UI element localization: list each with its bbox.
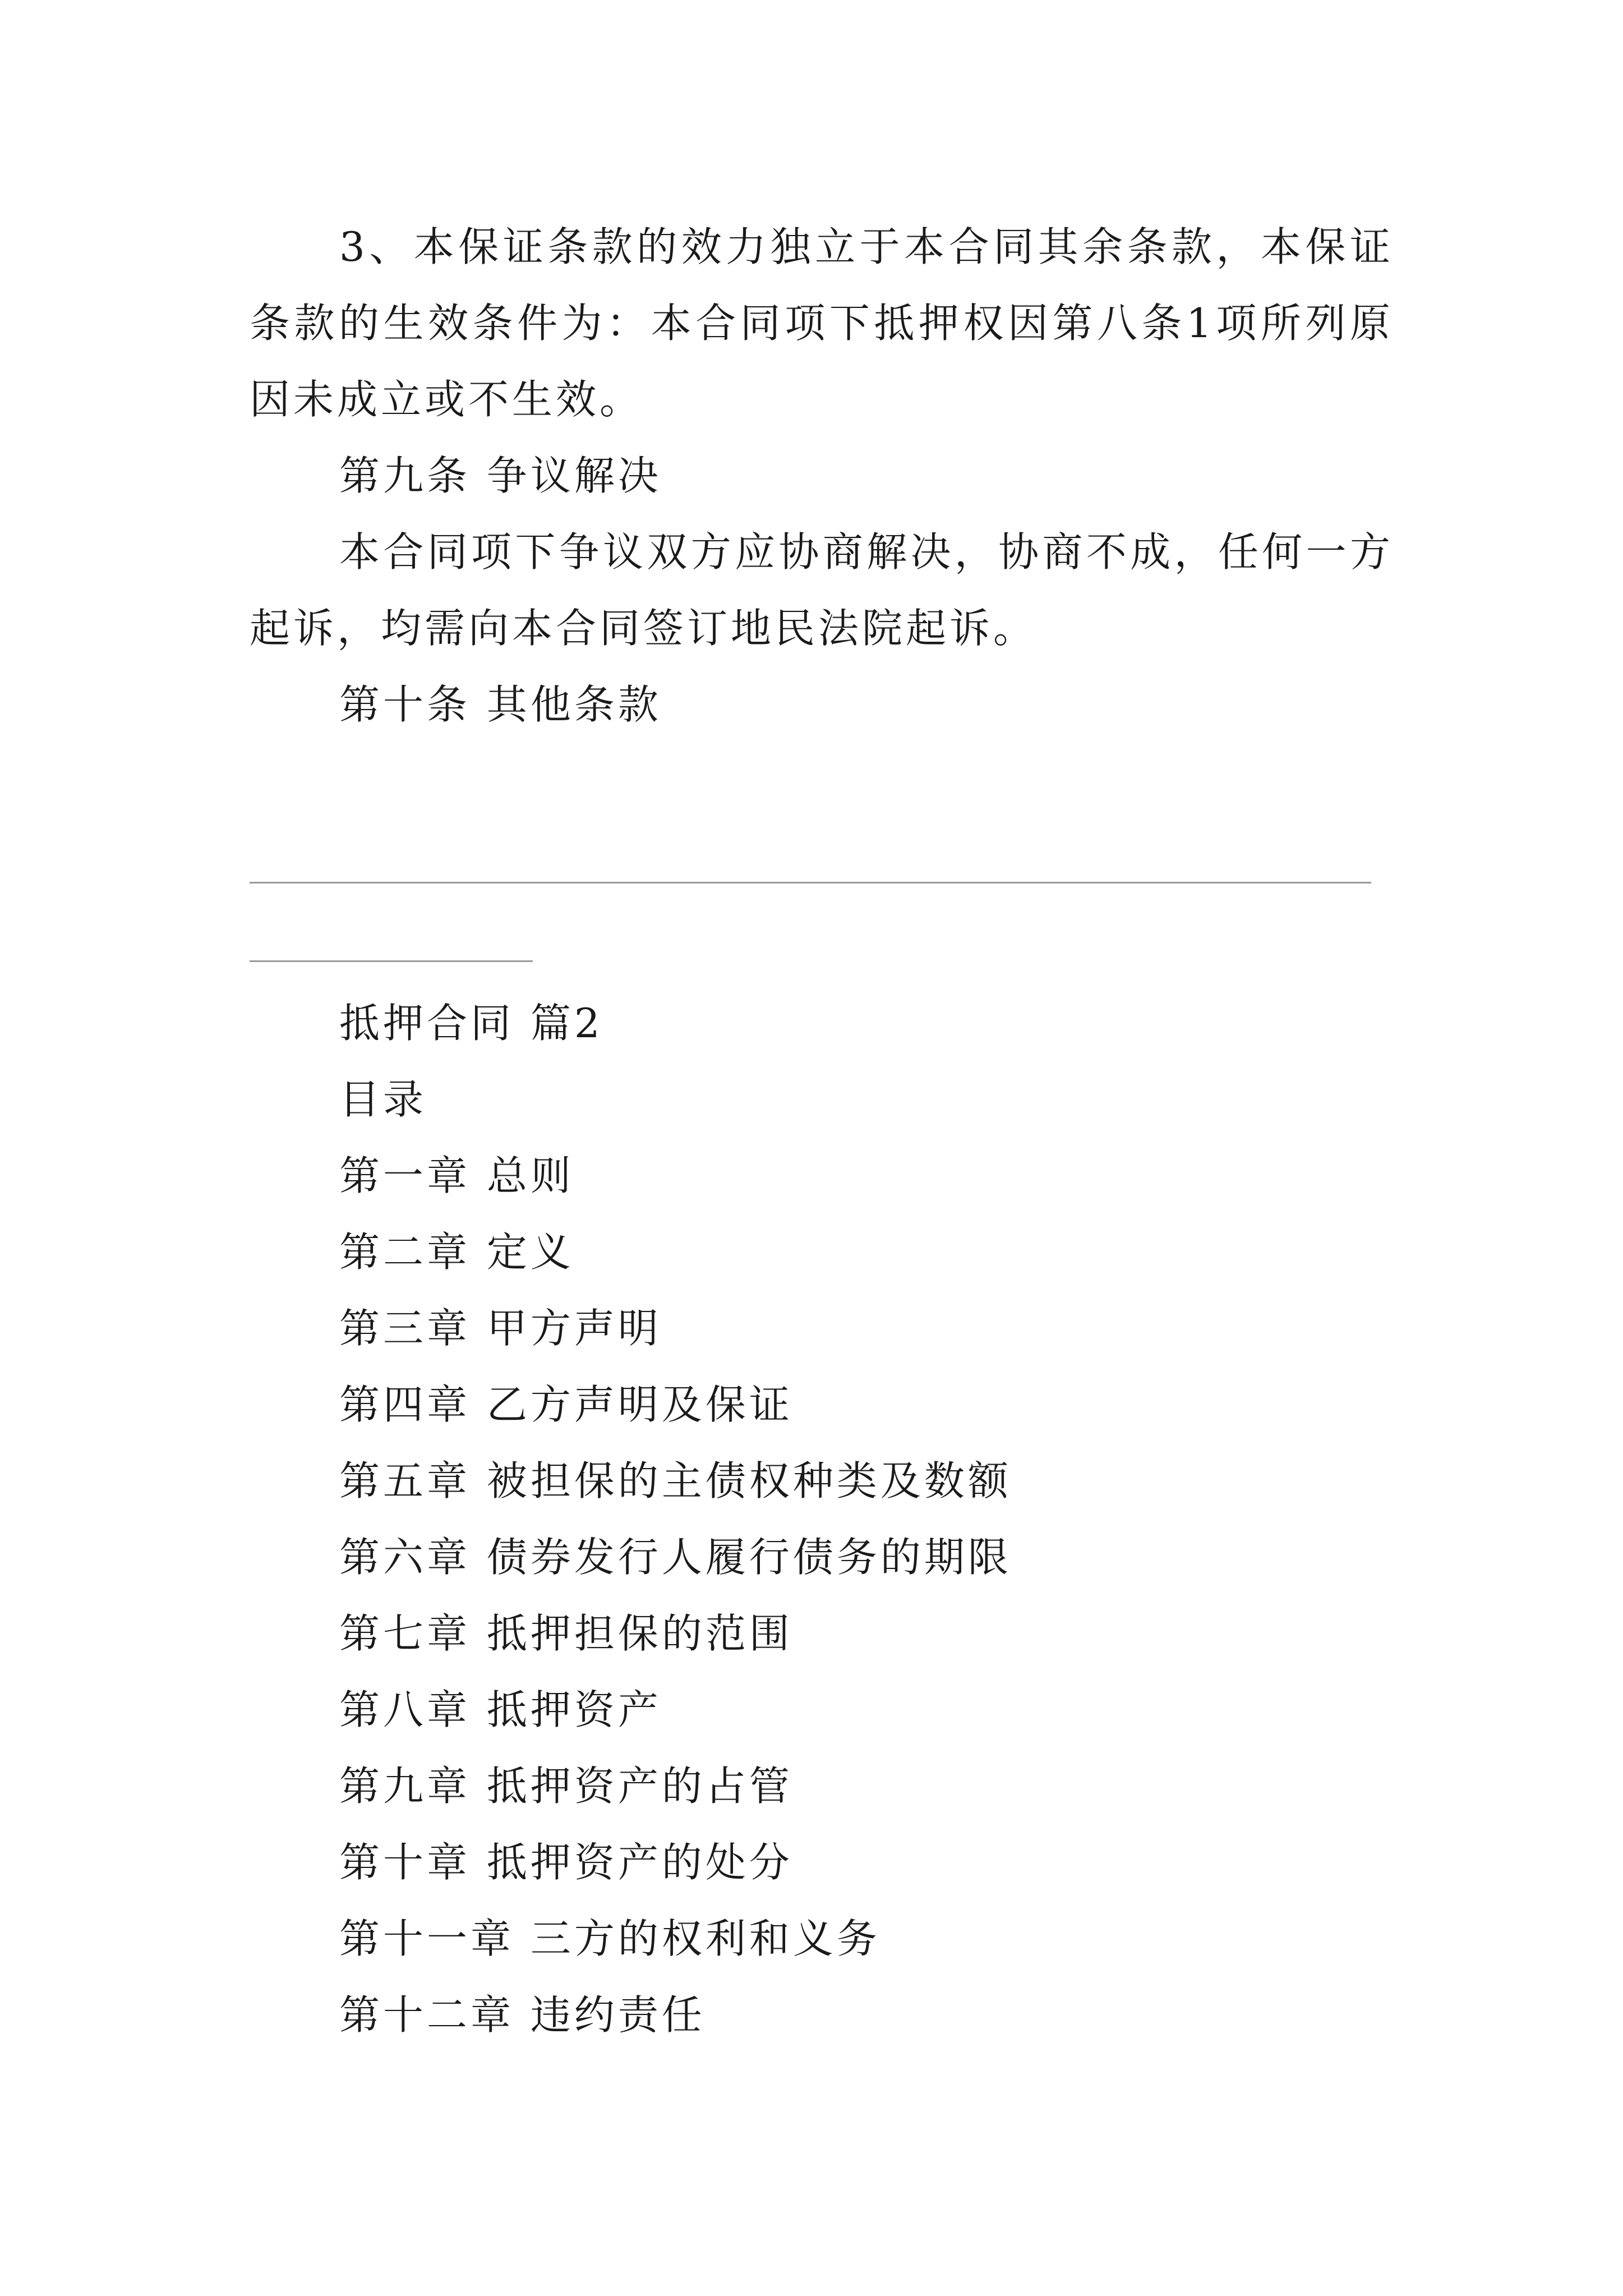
toc-item: 第四章 乙方声明及保证 xyxy=(339,1381,793,1428)
toc-item: 第六章 债券发行人履行债务的期限 xyxy=(339,1534,1012,1581)
toc-item: 第十一章 三方的权利和义务 xyxy=(339,1915,880,1962)
toc-item: 第二章 定义 xyxy=(339,1228,574,1276)
toc-item: 第五章 被担保的主债权种类及数额 xyxy=(339,1457,1012,1504)
toc-item: 第一章 总则 xyxy=(339,1152,574,1199)
separator-line-short xyxy=(250,960,533,962)
toc-item: 第九章 抵押资产的占管 xyxy=(339,1763,793,1810)
toc-item: 第八章 抵押资产 xyxy=(339,1686,662,1733)
toc-label: 目录 xyxy=(339,1076,427,1123)
separator-line xyxy=(250,882,1371,884)
document-title: 抵押合同 篇2 xyxy=(339,1000,603,1047)
toc-item: 第十章 抵押资产的处分 xyxy=(339,1839,793,1886)
article-10-heading: 第十条 其他条款 xyxy=(339,681,662,728)
dispute-resolution-paragraph: 本合同项下争议双方应协商解决，协商不成，任何一方起诉，均需向本合同签订地民法院起诉。 xyxy=(250,528,1394,652)
toc-item: 第七章 抵押担保的范围 xyxy=(339,1610,793,1657)
guarantee-clause-paragraph: 3、本保证条款的效力独立于本合同其余条款，本保证条款的生效条件为：本合同项下抵押权因第八条1项所列原因未成立或不生效。 xyxy=(250,223,1394,423)
article-9-heading: 第九条 争议解决 xyxy=(339,452,662,499)
toc-item: 第十二章 违约责任 xyxy=(339,1991,706,2039)
toc-item: 第三章 甲方声明 xyxy=(339,1305,662,1352)
